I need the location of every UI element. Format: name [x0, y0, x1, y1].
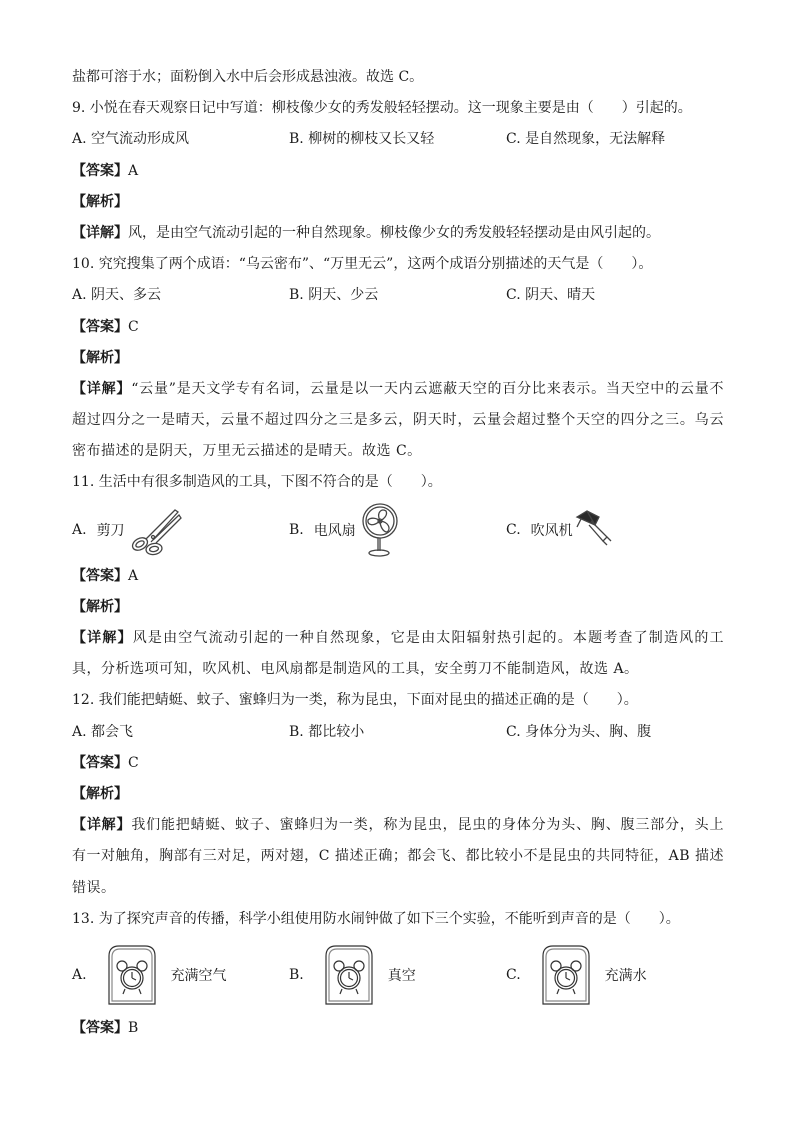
intro-text: 盐都可溶于水；面粉倒入水中后会形成悬浊液。故选 C。	[72, 69, 424, 85]
answer-tag: 【答案】	[72, 162, 128, 179]
q12-stem: 12. 我们能把蜻蜓、蚊子、蜜蜂归为一类，称为昆虫，下面对昆虫的描述正确的是（ ）。	[72, 692, 638, 709]
option-letter: C.	[506, 967, 521, 983]
q10-detail	[72, 374, 724, 468]
detail-text: 我们能把蜻蜓、蚊子、蜜蜂归为一类，称为昆虫，昆虫的身体分为头、胸、腹三部分，头上有一对触角，胸部有三对足，两对翅，C 描述正确；都会飞、都比较小不是昆虫的共同特征，AB 描述错误。	[72, 817, 725, 896]
option-letter: B.	[289, 967, 304, 983]
option-label: 充满空气	[170, 968, 227, 984]
q10-answer	[72, 312, 724, 343]
q11-option-c[interactable]	[506, 507, 723, 553]
fan-icon	[358, 502, 402, 558]
detail-tag: 【详解】	[72, 224, 128, 241]
alarm-clock-jar-icon	[320, 942, 378, 1008]
q9-option-b[interactable]: B. 柳树的柳枝又长又轻	[289, 131, 435, 148]
q9-answer	[72, 156, 724, 187]
q9-analysis	[72, 187, 724, 218]
q10-options	[72, 280, 724, 311]
q12-analysis	[72, 779, 724, 810]
q9-detail	[72, 218, 724, 249]
q9-option-c[interactable]: C. 是自然现象，无法解释	[506, 131, 666, 148]
answer-tag: 【答案】	[72, 567, 128, 584]
answer-value: A	[128, 162, 139, 179]
q12-option-b[interactable]: B. 都比较小	[289, 723, 365, 740]
detail-tag: 【详解】	[72, 630, 133, 647]
scissors-icon	[129, 504, 185, 556]
q13-answer	[72, 1013, 724, 1044]
q10-analysis	[72, 343, 724, 374]
q9-stem: 9. 小悦在春天观察日记中写道：柳枝像少女的秀发般轻轻摆动。这一现象主要是由（ ）引起的。	[72, 100, 692, 117]
option-label: 充满水	[604, 968, 647, 984]
q12-answer	[72, 748, 724, 779]
option-letter: C.	[506, 521, 521, 538]
answer-value: B	[128, 1020, 139, 1036]
analysis-tag: 【解析】	[72, 193, 128, 210]
q13-stem: 13. 为了探究声音的传播，科学小组使用防水闹钟做了如下三个实验，不能听到声音的是（ ）。	[72, 910, 680, 927]
option-letter: B.	[289, 521, 304, 538]
q11-stem: 11. 生活中有很多制造风的工具，下图不符合的是（ ）。	[72, 474, 442, 491]
analysis-tag: 【解析】	[72, 786, 128, 803]
analysis-tag: 【解析】	[72, 598, 128, 615]
document-page	[72, 62, 724, 1044]
hair-dryer-icon	[573, 507, 613, 553]
detail-tag: 【详解】	[72, 817, 132, 834]
q11-option-a[interactable]	[72, 504, 289, 556]
q12-detail	[72, 810, 724, 904]
detail-tag: 【详解】	[72, 380, 132, 397]
option-label: 剪刀	[96, 522, 125, 539]
q12-option-a[interactable]: A. 都会飞	[72, 723, 134, 740]
analysis-tag: 【解析】	[72, 349, 128, 366]
q11-options	[72, 499, 724, 561]
option-label: 真空	[387, 968, 416, 984]
q12-option-c[interactable]: C. 身体分为头、胸、腹	[506, 723, 652, 740]
option-label: 电风扇	[313, 522, 356, 539]
q13-option-c[interactable]	[506, 942, 723, 1008]
detail-text: “云量”是天文学专有名词，云量是以一天内云遮蔽天空的百分比来表示。当天空中的云量不超过四分之一是晴天，云量不超过四分之三是多云，阴天时，云量会超过整个天空的四分之三。乌云密布描述的是阴天，万里无云描述的是晴天。故选 C。	[72, 380, 725, 460]
q11-answer	[72, 561, 724, 592]
q10-option-a[interactable]: A. 阴天、多云	[72, 287, 162, 304]
q11-detail	[72, 623, 724, 685]
option-letter: A.	[72, 967, 87, 983]
q11-option-b[interactable]	[289, 502, 506, 558]
q9-options	[72, 124, 724, 155]
option-label: 吹风机	[530, 522, 573, 539]
alarm-clock-jar-icon	[537, 942, 595, 1008]
detail-text: 风，是由空气流动引起的一种自然现象。柳枝像少女的秀发般轻轻摆动是由风引起的。	[128, 224, 660, 241]
answer-tag: 【答案】	[72, 1020, 128, 1036]
answer-value: C	[128, 318, 139, 335]
q10-option-c[interactable]: C. 阴天、晴天	[506, 287, 596, 304]
q11-analysis	[72, 592, 724, 623]
q13-options	[72, 941, 724, 1009]
alarm-clock-jar-icon	[103, 942, 161, 1008]
answer-value: C	[128, 754, 139, 771]
option-letter: A.	[72, 521, 87, 538]
q10-stem: 10. 究究搜集了两个成语：“乌云密布”、“万里无云”，这两个成语分别描述的天气是（ ）。	[72, 256, 653, 273]
q13-option-a[interactable]	[72, 942, 289, 1008]
answer-value: A	[128, 567, 139, 584]
q10-option-b[interactable]: B. 阴天、少云	[289, 287, 379, 304]
answer-tag: 【答案】	[72, 754, 128, 771]
q13-option-b[interactable]	[289, 942, 506, 1008]
answer-tag: 【答案】	[72, 318, 128, 335]
q9-option-a[interactable]: A. 空气流动形成风	[72, 131, 190, 148]
detail-text: 风是由空气流动引起的一种自然现象，它是由太阳辐射热引起的。本题考查了制造风的工具，分析选项可知，吹风机、电风扇都是制造风的工具，安全剪刀不能制造风，故选 A。	[72, 630, 725, 678]
q12-options	[72, 717, 724, 748]
